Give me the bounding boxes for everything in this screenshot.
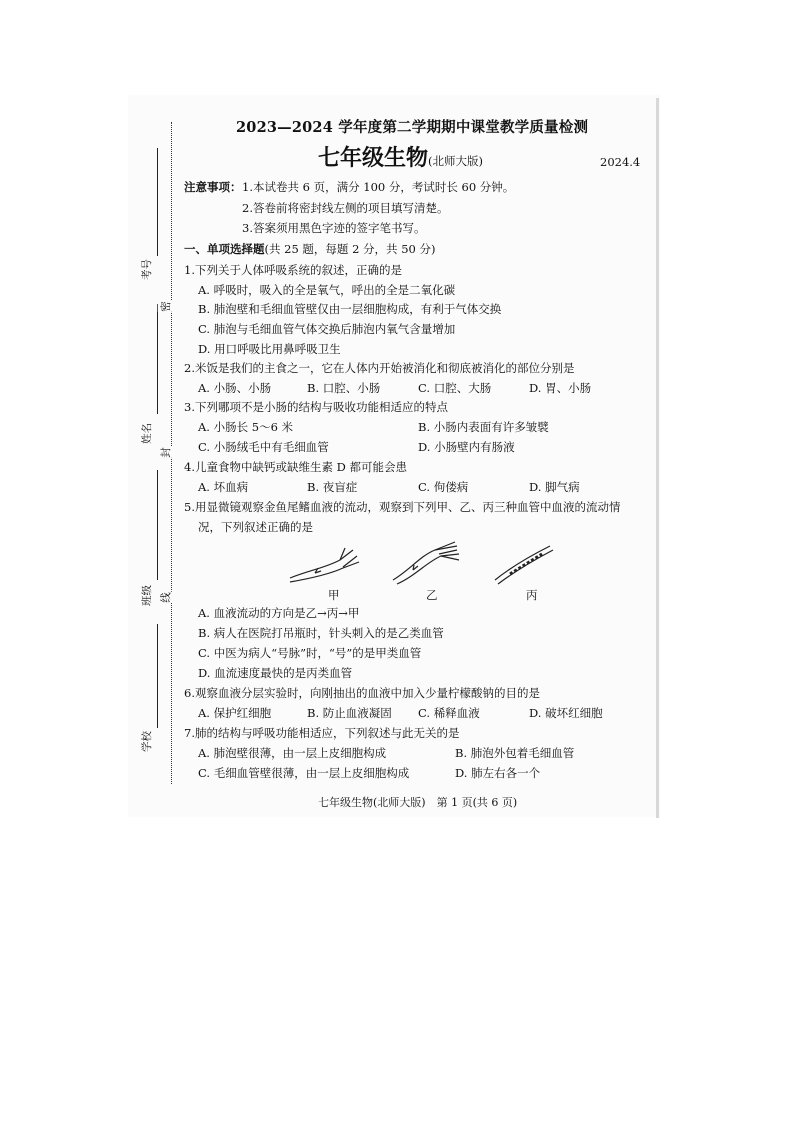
option: A. 呼吸时，吸入的全是氧气，呼出的全是二氧化碳: [198, 283, 456, 297]
option: D. 破坏红细胞: [529, 706, 603, 720]
figure-label-yi: 乙: [426, 588, 438, 602]
option: B. 防止血液凝固: [307, 706, 392, 720]
figure-label-bing: 丙: [526, 588, 538, 602]
section-note: (共 25 题，每题 2 分，共 50 分): [264, 242, 436, 256]
vessel-jia-drawing: [290, 548, 359, 582]
option: C. 佝偻病: [418, 480, 469, 494]
option: B. 口腔、小肠: [307, 381, 381, 395]
notice-item: 1.本试卷共 6 页，满分 100 分，考试时长 60 分钟。: [242, 180, 515, 194]
option: B. 肺泡壁和毛细血管壁仅由一层细胞构成，有利于气体交换: [198, 302, 502, 316]
option: B. 小肠内表面有许多皱襞: [418, 420, 549, 434]
field-underline: [157, 148, 158, 256]
option: D. 小肠壁内有肠液: [418, 440, 515, 454]
option: C. 小肠绒毛中有毛细血管: [198, 440, 329, 454]
question-stem: 5.用显微镜观察金鱼尾鳍血液的流动，观察到下列甲、乙、丙三种血管中血液的流动情: [184, 500, 621, 514]
subject-title: [318, 145, 483, 174]
field-underline: [157, 624, 158, 728]
edition: (北师大版): [428, 154, 483, 168]
figure-label-jia: 甲: [328, 588, 340, 602]
vessel-yi-drawing: [393, 542, 459, 584]
seal-char-mi: 密: [159, 301, 172, 312]
notice-item: 2.答卷前将密封线左侧的项目填写清楚。: [242, 201, 449, 215]
option: A. 肺泡壁很薄，由一层上皮细胞构成: [198, 746, 387, 760]
field-label-name: 姓名: [141, 423, 153, 444]
blood-vessel-figure: [285, 540, 555, 590]
question-stem: 4.儿童食物中缺钙或缺维生素 D 都可能会患: [184, 460, 408, 474]
question-stem: 2.米饭是我们的主食之一，它在人体内开始被消化和彻底被消化的部位分别是: [184, 361, 575, 375]
option: D. 胃、小肠: [529, 381, 592, 395]
question-stem-cont: 况，下列叙述正确的是: [198, 520, 313, 534]
exam-date: 2024.4: [600, 155, 641, 169]
sheet-edge: [656, 98, 659, 818]
option: D. 用口呼吸比用鼻呼吸卫生: [198, 342, 341, 356]
subject-name: 七年级生物: [318, 145, 429, 171]
vessel-bing-drawing: [495, 546, 553, 584]
option: A. 小肠长 5～6 米: [198, 420, 294, 434]
page-footer: 七年级生物(北师大版) 第 1 页(共 6 页): [318, 796, 518, 809]
option: B. 肺泡外包着毛细血管: [455, 746, 575, 760]
field-underline: [157, 304, 158, 414]
option: C. 中医为病人“号脉”时，“号”的是甲类血管: [198, 646, 422, 660]
option: C. 稀释血液: [418, 706, 480, 720]
seal-char-feng: 封: [159, 447, 172, 458]
question-stem: 7.肺的结构与呼吸功能相适应，下列叙述与此无关的是: [184, 726, 460, 740]
exam-title: 2023—2024 学年度第二学期期中课堂教学质量检测: [236, 119, 589, 136]
option: C. 肺泡与毛细血管气体交换后肺泡内氧气含量增加: [198, 322, 456, 336]
option: B. 夜盲症: [307, 480, 358, 494]
option: A. 坏血病: [198, 480, 249, 494]
field-label-school: 学校: [141, 731, 153, 752]
option: D. 肺左右各一个: [455, 766, 541, 780]
option: B. 病人在医院打吊瓶时，针头刺入的是乙类血管: [198, 626, 444, 640]
section-heading: [184, 242, 436, 256]
seal-char-xian: 线: [159, 592, 172, 603]
notice-label: 注意事项：: [184, 180, 242, 194]
option: C. 毛细血管壁很薄，由一层上皮细胞构成: [198, 766, 410, 780]
option: D. 血流速度最快的是丙类血管: [198, 666, 353, 680]
field-underline: [157, 470, 158, 580]
field-label-id: 考号: [141, 259, 153, 280]
question-stem: 3.下列哪项不是小肠的结构与吸收功能相适应的特点: [184, 400, 448, 414]
field-label-class: 班级: [141, 585, 153, 606]
section-title: 一、单项选择题: [184, 242, 265, 256]
option: A. 血液流动的方向是乙→丙→甲: [198, 606, 360, 620]
option: C. 口腔、大肠: [418, 381, 492, 395]
option: A. 保护红细胞: [198, 706, 272, 720]
option: A. 小肠、小肠: [198, 381, 272, 395]
option: D. 脚气病: [529, 480, 580, 494]
question-stem: 1.下列关于人体呼吸系统的叙述，正确的是: [184, 263, 402, 277]
question-stem: 6.观察血液分层实验时，向刚抽出的血液中加入少量柠檬酸钠的目的是: [184, 686, 540, 700]
notice-item: 3.答案须用黑色字迹的签字笔书写。: [242, 221, 426, 235]
